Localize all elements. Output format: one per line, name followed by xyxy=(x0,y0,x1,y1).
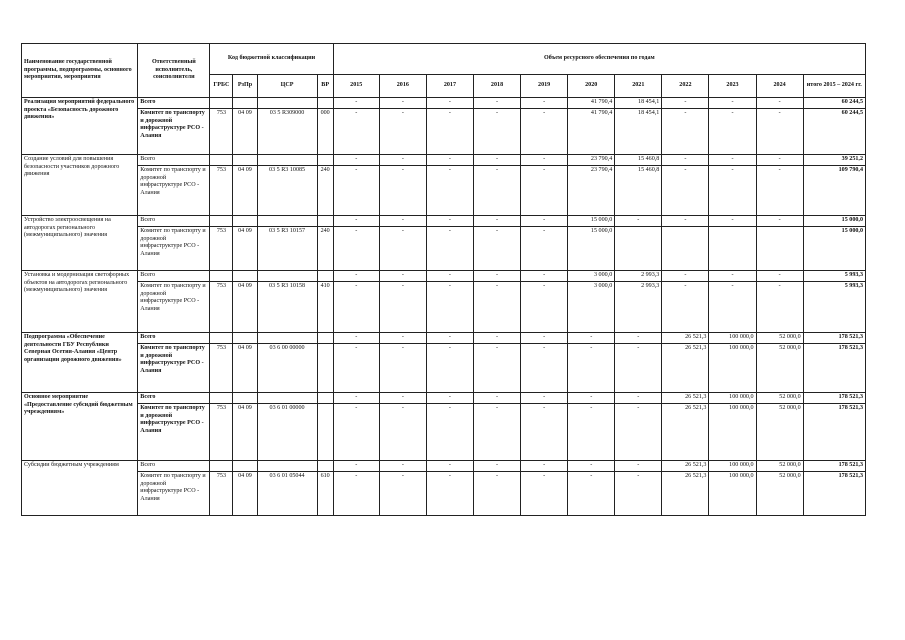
year-value-cell: - xyxy=(568,461,615,472)
year-value-cell: - xyxy=(615,461,662,472)
year-value-cell: - xyxy=(379,166,426,216)
responsible-cell: Всего xyxy=(138,155,210,166)
year-value-cell: - xyxy=(473,166,520,216)
year-value-cell: 52 000,0 xyxy=(756,344,803,393)
header-name: Наименование государственной программы, подпрограммы, основного мероприятия, мероприятия xyxy=(22,44,138,98)
year-value-cell: 15 000,0 xyxy=(568,216,615,227)
year-value-cell: - xyxy=(756,166,803,216)
year-value-cell: - xyxy=(426,271,473,282)
year-value-cell: - xyxy=(333,98,379,109)
year-value-cell: - xyxy=(756,109,803,155)
csr-cell: 03 6 00 00000 xyxy=(257,344,317,393)
header-year: 2022 xyxy=(662,75,709,98)
year-value-cell: 3 000,0 xyxy=(568,271,615,282)
csr-cell: 03 5 R3 10157 xyxy=(257,227,317,271)
year-value-cell: - xyxy=(521,227,568,271)
vr-cell xyxy=(317,216,333,227)
header-year: 2018 xyxy=(473,75,520,98)
year-value-cell: 3 000,0 xyxy=(568,282,615,333)
year-value-cell: - xyxy=(379,271,426,282)
table-row-executor xyxy=(22,404,866,461)
header-year: 2021 xyxy=(615,75,662,98)
rzpr-cell xyxy=(233,216,257,227)
csr-cell: 03 5 R309000 xyxy=(257,109,317,155)
year-value-cell: - xyxy=(379,216,426,227)
responsible-cell: Комитет по транспорту и дорожной инфраструктуре РСО - Алания xyxy=(138,344,210,393)
grbs-cell xyxy=(210,155,233,166)
responsible-cell: Всего xyxy=(138,216,210,227)
grbs-cell: 753 xyxy=(210,282,233,333)
year-value-cell: - xyxy=(709,109,756,155)
header-total: итого 2015 – 2024 гг. xyxy=(803,75,865,98)
year-value-cell: - xyxy=(473,216,520,227)
header-year: 2017 xyxy=(426,75,473,98)
header-year: 2020 xyxy=(568,75,615,98)
table-row-total xyxy=(22,216,866,227)
csr-cell xyxy=(257,333,317,344)
table-row-executor xyxy=(22,472,866,516)
year-value-cell: - xyxy=(521,404,568,461)
year-value-cell: - xyxy=(426,98,473,109)
year-value-cell: - xyxy=(379,472,426,516)
year-value-cell: - xyxy=(615,472,662,516)
header-kbk: Код бюджетной классификации xyxy=(210,44,333,75)
grbs-cell xyxy=(210,333,233,344)
year-value-cell: 52 000,0 xyxy=(756,472,803,516)
year-value-cell xyxy=(756,227,803,271)
table-row-executor xyxy=(22,166,866,216)
rzpr-cell xyxy=(233,393,257,404)
year-value-cell: - xyxy=(521,216,568,227)
responsible-cell: Комитет по транспорту и дорожной инфраструктуре РСО - Алания xyxy=(138,109,210,155)
year-value-cell: - xyxy=(473,109,520,155)
csr-cell xyxy=(257,393,317,404)
responsible-cell: Комитет по транспорту и дорожной инфраструктуре РСО - Алания xyxy=(138,404,210,461)
grbs-cell xyxy=(210,393,233,404)
year-value-cell: - xyxy=(473,282,520,333)
year-value-cell: 15 460,8 xyxy=(615,155,662,166)
year-value-cell: 100 000,0 xyxy=(709,393,756,404)
year-value-cell: 23 790,4 xyxy=(568,155,615,166)
year-value-cell: - xyxy=(426,461,473,472)
rzpr-cell xyxy=(233,461,257,472)
year-value-cell: - xyxy=(615,216,662,227)
year-value-cell: - xyxy=(426,155,473,166)
year-value-cell: 26 521,3 xyxy=(662,344,709,393)
grbs-cell xyxy=(210,216,233,227)
grbs-cell xyxy=(210,98,233,109)
year-value-cell: - xyxy=(426,166,473,216)
total-cell: 109 790,4 xyxy=(803,166,865,216)
table-row-executor xyxy=(22,282,866,333)
year-value-cell: - xyxy=(756,155,803,166)
year-value-cell: - xyxy=(426,472,473,516)
year-value-cell: - xyxy=(568,393,615,404)
year-value-cell: 26 521,3 xyxy=(662,393,709,404)
measure-name: Создание условий для повышения безопасности участников дорожного движения xyxy=(22,155,138,216)
grbs-cell: 753 xyxy=(210,404,233,461)
year-value-cell: - xyxy=(379,393,426,404)
year-value-cell: - xyxy=(709,155,756,166)
year-value-cell: - xyxy=(473,155,520,166)
table-row-executor xyxy=(22,109,866,155)
year-value-cell: - xyxy=(333,282,379,333)
rzpr-cell: 04 09 xyxy=(233,109,257,155)
grbs-cell xyxy=(210,461,233,472)
year-value-cell: - xyxy=(473,461,520,472)
rzpr-cell xyxy=(233,333,257,344)
year-value-cell: - xyxy=(333,155,379,166)
year-value-cell: - xyxy=(333,472,379,516)
year-value-cell: - xyxy=(473,98,520,109)
year-value-cell: - xyxy=(521,344,568,393)
table-row-total xyxy=(22,98,866,109)
year-value-cell: - xyxy=(662,282,709,333)
table-row-executor xyxy=(22,227,866,271)
year-value-cell: - xyxy=(568,404,615,461)
year-value-cell: - xyxy=(568,344,615,393)
year-value-cell: - xyxy=(473,344,520,393)
year-value-cell: - xyxy=(473,271,520,282)
year-value-cell: - xyxy=(521,166,568,216)
csr-cell: 03 6 01 00000 xyxy=(257,404,317,461)
year-value-cell: - xyxy=(521,271,568,282)
year-value-cell: - xyxy=(333,344,379,393)
year-value-cell: 100 000,0 xyxy=(709,333,756,344)
year-value-cell: - xyxy=(521,98,568,109)
year-value-cell: - xyxy=(379,98,426,109)
budget-table xyxy=(21,43,866,516)
header-responsible: Ответственный исполнитель, соисполнители xyxy=(138,44,210,98)
year-value-cell: 26 521,3 xyxy=(662,404,709,461)
vr-cell: 240 xyxy=(317,166,333,216)
total-cell: 39 251,2 xyxy=(803,155,865,166)
year-value-cell: - xyxy=(756,271,803,282)
year-value-cell: 26 521,3 xyxy=(662,333,709,344)
total-cell: 5 993,3 xyxy=(803,271,865,282)
year-value-cell: - xyxy=(521,393,568,404)
year-value-cell: 18 454,1 xyxy=(615,98,662,109)
measure-name: Субсидии бюджетным учреждениям xyxy=(22,461,138,516)
year-value-cell: 2 993,3 xyxy=(615,282,662,333)
grbs-cell xyxy=(210,271,233,282)
year-value-cell: - xyxy=(662,166,709,216)
total-cell: 60 244,5 xyxy=(803,98,865,109)
responsible-cell: Всего xyxy=(138,271,210,282)
table-row-total xyxy=(22,461,866,472)
table-body xyxy=(22,98,866,516)
table-row-total xyxy=(22,333,866,344)
year-value-cell: - xyxy=(333,461,379,472)
year-value-cell: 15 000,0 xyxy=(568,227,615,271)
total-cell: 15 000,0 xyxy=(803,216,865,227)
vr-cell: 000 xyxy=(317,109,333,155)
year-value-cell: - xyxy=(379,404,426,461)
year-value-cell: 41 790,4 xyxy=(568,109,615,155)
year-value-cell: - xyxy=(379,344,426,393)
year-value-cell xyxy=(709,227,756,271)
year-value-cell: - xyxy=(709,271,756,282)
responsible-cell: Всего xyxy=(138,333,210,344)
year-value-cell: - xyxy=(521,472,568,516)
year-value-cell: - xyxy=(426,344,473,393)
year-value-cell: - xyxy=(662,109,709,155)
vr-cell xyxy=(317,344,333,393)
year-value-cell xyxy=(615,227,662,271)
vr-cell xyxy=(317,98,333,109)
year-value-cell: - xyxy=(333,333,379,344)
year-value-cell: 52 000,0 xyxy=(756,393,803,404)
year-value-cell: - xyxy=(473,404,520,461)
csr-cell: 03 6 01 05044 xyxy=(257,472,317,516)
rzpr-cell: 04 09 xyxy=(233,166,257,216)
year-value-cell: - xyxy=(615,404,662,461)
year-value-cell: 52 000,0 xyxy=(756,333,803,344)
year-value-cell: - xyxy=(709,282,756,333)
year-value-cell: 15 460,8 xyxy=(615,166,662,216)
responsible-cell: Комитет по транспорту и дорожной инфраструктуре РСО - Алания xyxy=(138,227,210,271)
header-volume: Объем ресурсного обеспечения по годам xyxy=(333,44,865,75)
csr-cell: 03 5 R3 10158 xyxy=(257,282,317,333)
measure-name: Реализация мероприятий федерального проекта «Безопасность дорожного движения» xyxy=(22,98,138,155)
table-row-executor xyxy=(22,344,866,393)
table-row-total xyxy=(22,393,866,404)
year-value-cell: - xyxy=(379,461,426,472)
year-value-cell: 23 790,4 xyxy=(568,166,615,216)
year-value-cell: - xyxy=(521,282,568,333)
csr-cell xyxy=(257,271,317,282)
header-rzpr: РзПр xyxy=(233,75,257,98)
rzpr-cell xyxy=(233,155,257,166)
grbs-cell: 753 xyxy=(210,166,233,216)
year-value-cell: - xyxy=(615,393,662,404)
total-cell: 178 521,3 xyxy=(803,393,865,404)
year-value-cell: - xyxy=(521,109,568,155)
year-value-cell: - xyxy=(662,98,709,109)
rzpr-cell: 04 09 xyxy=(233,404,257,461)
responsible-cell: Всего xyxy=(138,461,210,472)
header-vr: ВР xyxy=(317,75,333,98)
csr-cell xyxy=(257,98,317,109)
vr-cell xyxy=(317,393,333,404)
year-value-cell: 26 521,3 xyxy=(662,461,709,472)
year-value-cell: - xyxy=(473,393,520,404)
year-value-cell: - xyxy=(379,109,426,155)
year-value-cell: - xyxy=(426,109,473,155)
year-value-cell: - xyxy=(568,333,615,344)
vr-cell: 240 xyxy=(317,227,333,271)
year-value-cell: - xyxy=(426,282,473,333)
header-grbs: ГРБС xyxy=(210,75,233,98)
measure-name: Основное мероприятие «Предоставление субсидий бюджетным учреждениям» xyxy=(22,393,138,461)
vr-cell xyxy=(317,333,333,344)
year-value-cell: - xyxy=(756,98,803,109)
year-value-cell: - xyxy=(379,227,426,271)
year-value-cell: - xyxy=(521,333,568,344)
grbs-cell: 753 xyxy=(210,344,233,393)
year-value-cell: - xyxy=(426,216,473,227)
measure-name: Устройство электроосвещения на автодорогах регионального (межмуниципального) значения xyxy=(22,216,138,271)
year-value-cell: - xyxy=(709,98,756,109)
table-row-total xyxy=(22,271,866,282)
year-value-cell: 2 993,3 xyxy=(615,271,662,282)
header-year: 2016 xyxy=(379,75,426,98)
header-csr: ЦСР xyxy=(257,75,317,98)
year-value-cell: - xyxy=(662,216,709,227)
year-value-cell: - xyxy=(333,109,379,155)
total-cell: 178 521,3 xyxy=(803,333,865,344)
year-value-cell: 100 000,0 xyxy=(709,472,756,516)
total-cell: 178 521,3 xyxy=(803,472,865,516)
vr-cell xyxy=(317,271,333,282)
year-value-cell xyxy=(662,227,709,271)
responsible-cell: Комитет по транспорту и дорожной инфраструктуре РСО - Алания xyxy=(138,472,210,516)
year-value-cell: - xyxy=(379,155,426,166)
year-value-cell: - xyxy=(473,227,520,271)
header-year: 2024 xyxy=(756,75,803,98)
rzpr-cell: 04 09 xyxy=(233,472,257,516)
rzpr-cell xyxy=(233,98,257,109)
csr-cell xyxy=(257,155,317,166)
year-value-cell: - xyxy=(709,166,756,216)
total-cell: 15 000,0 xyxy=(803,227,865,271)
responsible-cell: Комитет по транспорту и дорожной инфраструктуре РСО - Алания xyxy=(138,166,210,216)
year-value-cell: - xyxy=(473,472,520,516)
year-value-cell: - xyxy=(333,271,379,282)
vr-cell xyxy=(317,404,333,461)
year-value-cell: - xyxy=(473,333,520,344)
year-value-cell: 18 454,1 xyxy=(615,109,662,155)
rzpr-cell: 04 09 xyxy=(233,282,257,333)
year-value-cell: - xyxy=(426,333,473,344)
total-cell: 60 244,5 xyxy=(803,109,865,155)
vr-cell xyxy=(317,155,333,166)
measure-name: Подпрограмма «Обеспечение деятельности ГБУ Республики Северная Осетия-Алания «Центр организации дорожного движения» xyxy=(22,333,138,393)
rzpr-cell: 04 09 xyxy=(233,227,257,271)
table-row-total xyxy=(22,155,866,166)
year-value-cell: - xyxy=(426,227,473,271)
csr-cell xyxy=(257,461,317,472)
year-value-cell: - xyxy=(709,216,756,227)
year-value-cell: - xyxy=(333,166,379,216)
year-value-cell: 100 000,0 xyxy=(709,404,756,461)
total-cell: 178 521,3 xyxy=(803,461,865,472)
vr-cell: 410 xyxy=(317,282,333,333)
responsible-cell: Всего xyxy=(138,98,210,109)
year-value-cell: - xyxy=(662,155,709,166)
year-value-cell: - xyxy=(426,393,473,404)
grbs-cell: 753 xyxy=(210,109,233,155)
year-value-cell: - xyxy=(333,393,379,404)
year-value-cell: 100 000,0 xyxy=(709,344,756,393)
year-value-cell: - xyxy=(521,155,568,166)
header-year: 2019 xyxy=(521,75,568,98)
year-value-cell: - xyxy=(333,216,379,227)
total-cell: 178 521,3 xyxy=(803,404,865,461)
responsible-cell: Комитет по транспорту и дорожной инфраструктуре РСО - Алания xyxy=(138,282,210,333)
grbs-cell: 753 xyxy=(210,227,233,271)
vr-cell xyxy=(317,461,333,472)
year-value-cell: 52 000,0 xyxy=(756,404,803,461)
measure-name: Установка и модернизация светофорных объектов на автодорогах регионального (межмуниципального) значения xyxy=(22,271,138,333)
year-value-cell: 26 521,3 xyxy=(662,472,709,516)
responsible-cell: Всего xyxy=(138,393,210,404)
vr-cell: 610 xyxy=(317,472,333,516)
header-year: 2023 xyxy=(709,75,756,98)
csr-cell: 03 5 R3 10085 xyxy=(257,166,317,216)
table-header xyxy=(22,44,866,98)
header-year: 2015 xyxy=(333,75,379,98)
year-value-cell: 100 000,0 xyxy=(709,461,756,472)
rzpr-cell xyxy=(233,271,257,282)
year-value-cell: - xyxy=(615,344,662,393)
year-value-cell: 41 790,4 xyxy=(568,98,615,109)
rzpr-cell: 04 09 xyxy=(233,344,257,393)
year-value-cell: - xyxy=(379,333,426,344)
year-value-cell: - xyxy=(615,333,662,344)
year-value-cell: - xyxy=(426,404,473,461)
year-value-cell: - xyxy=(756,282,803,333)
year-value-cell: - xyxy=(333,404,379,461)
year-value-cell: - xyxy=(756,216,803,227)
year-value-cell: - xyxy=(333,227,379,271)
grbs-cell: 753 xyxy=(210,472,233,516)
year-value-cell: 52 000,0 xyxy=(756,461,803,472)
total-cell: 178 521,3 xyxy=(803,344,865,393)
year-value-cell: - xyxy=(521,461,568,472)
year-value-cell: - xyxy=(379,282,426,333)
csr-cell xyxy=(257,216,317,227)
year-value-cell: - xyxy=(568,472,615,516)
total-cell: 5 993,3 xyxy=(803,282,865,333)
year-value-cell: - xyxy=(662,271,709,282)
